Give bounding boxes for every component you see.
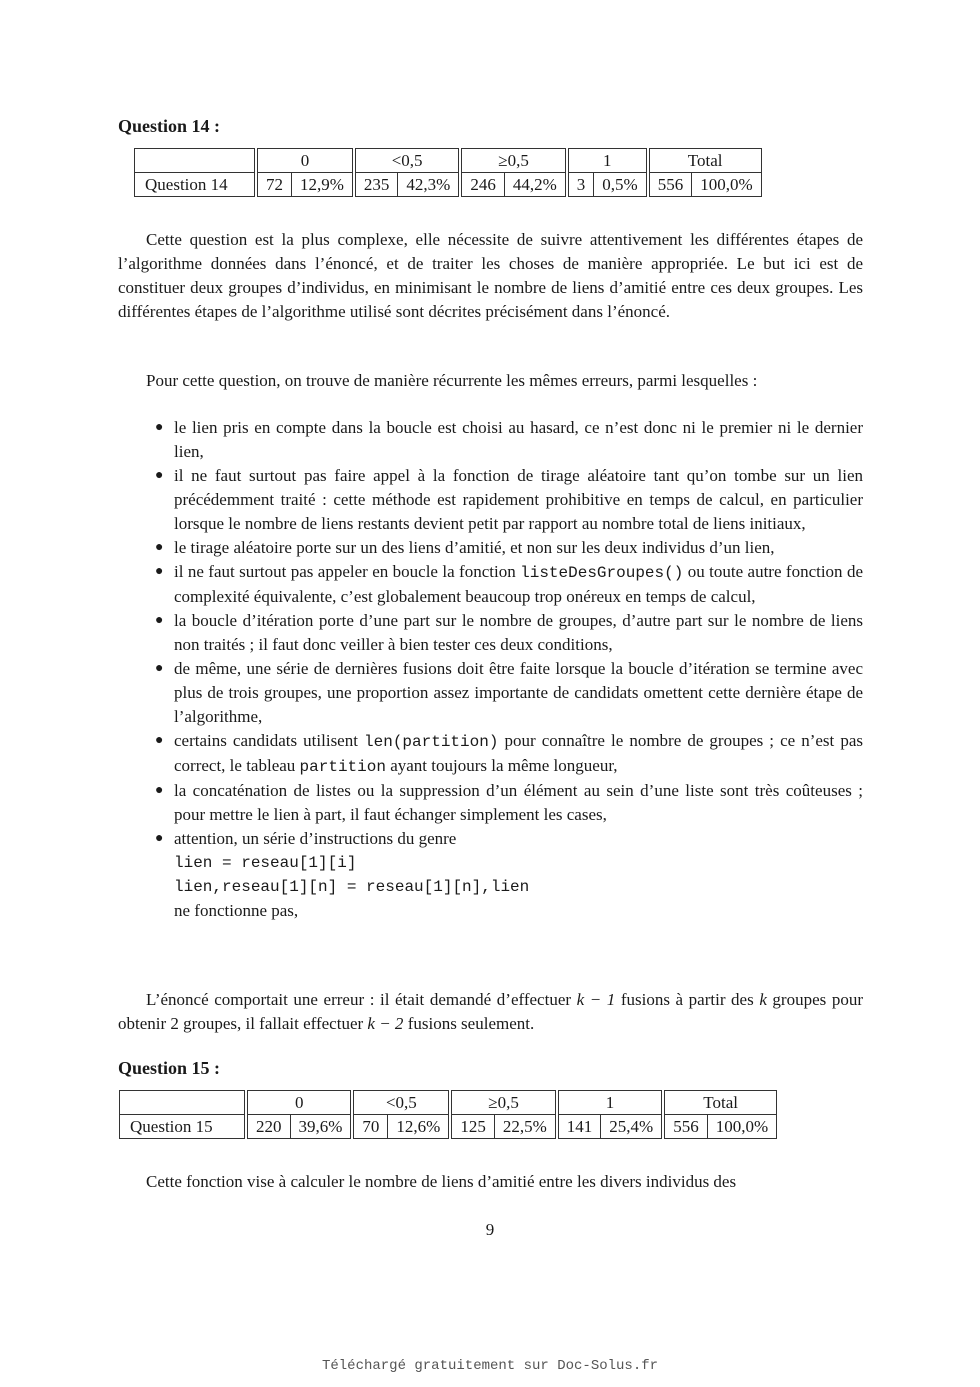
table-cell: 0,5% [594,173,648,197]
table-header-cell: Total [648,149,761,173]
question-15-paragraph-1: Cette fonction vise à calculer le nombre de liens d’amitié entre les divers individus des [146,1172,737,1191]
table-header-cell: ≥0,5 [450,1091,556,1115]
table-cell: 100,0% [692,173,761,197]
math-expression: k − 1 [576,990,616,1009]
table-header-empty [135,149,257,173]
table-cell: 39,6% [290,1115,352,1139]
table-header-cell: 0 [246,1091,352,1115]
code-line: lien,reseau[1][n] = reseau[1][n],lien [174,878,530,896]
question-14-paragraph-1: Cette question est la plus complexe, elle nécessite de suivre attentivement les différentes étapes de l’algorithme données dans l’énoncé, et de traiter les choses de manière appropriée. Le but ici est de constituer deux groupes d’individus, en minimisant le nombre de liens d’amitié entre ces deux groupes. Les différentes étapes de l’algorithme utilisé sont décrites précisément dans l’énoncé. [118,230,863,321]
list-item: ● certains candidats utilisent len(partition) pour connaître le nombre de groupes ; ce n’est pas correct, le tableau partition ayant toujours la même longueur, [155,731,863,776]
math-expression: k − 2 [367,1014,404,1033]
table-cell: 72 [256,173,292,197]
table-header-cell: 0 [256,149,354,173]
list-item: ● il ne faut surtout pas faire appel à la fonction de tirage aléatoire tant qu’on tombe sur un lien précédemment traité : cette méthode est rapidement prohibitive en temps de calcul, en particulier lorsque le nombre de liens restants devient petit par rapport au nombre total de liens initiaux, [155,466,863,533]
table-cell: 42,3% [398,173,460,197]
table-header-cell: Total [663,1091,776,1115]
table-cell: 12,6% [388,1115,450,1139]
math-expression: k [759,990,767,1009]
table-cell: 246 [460,173,504,197]
question-14-table [134,148,762,197]
table-cell: 141 [557,1115,601,1139]
table-header-cell: 1 [567,149,648,173]
table-row [120,1115,777,1139]
bullet-icon: ● [155,783,164,798]
bullet-icon: ● [155,420,164,435]
question-15-heading: Question 15 : [118,1058,221,1078]
bullet-icon: ● [155,540,164,555]
error-list [118,416,863,923]
page-number: 9 [485,1220,495,1239]
table-cell: 3 [567,173,594,197]
bullet-icon: ● [155,613,164,628]
table-row-label: Question 15 [120,1115,247,1139]
inline-code: listeDesGroupes() [520,564,684,582]
table-header-row [120,1091,777,1115]
table-cell: 22,5% [494,1115,556,1139]
bullet-icon: ● [155,733,164,748]
question-15-table [119,1090,777,1139]
code-block [118,851,863,923]
table-cell: 556 [648,173,692,197]
inline-code: len(partition) [364,733,499,751]
table-header-cell: <0,5 [352,1091,450,1115]
question-14-paragraph-3: L’énoncé comportait une erreur : il était demandé d’effectuer k − 1 fusions à partir des k groupes pour obtenir 2 groupes, il fallait effectuer k − 2 fusions seulement. [118,990,863,1033]
list-item: ● le tirage aléatoire porte sur un des liens d’amitié, et non sur les deux individus d’un lien, [118,536,863,560]
table-row [135,173,762,197]
table-cell: 12,9% [292,173,354,197]
table-header-cell: ≥0,5 [460,149,566,173]
table-header-cell: <0,5 [354,149,460,173]
bullet-icon: ● [155,468,164,483]
table-cell: 220 [246,1115,290,1139]
table-cell: 70 [352,1115,388,1139]
table-cell: 44,2% [504,173,566,197]
table-cell: 556 [663,1115,707,1139]
table-header-empty [120,1091,247,1115]
table-header-row [135,149,762,173]
list-item: ● de même, une série de dernières fusions doit être faite lorsque la boucle d’itération se termine avec plus de trois groupes, une proportion assez importante de candidats omettent cette dernière étape de l’algorithme, [155,659,863,726]
bullet-icon: ● [155,564,164,579]
question-14-heading: Question 14 : [118,116,221,136]
bullet-icon: ● [155,661,164,676]
list-item: ● la concaténation de listes ou la suppression d’un élément au sein d’une liste sont très coûteuses ; pour mettre le lien à part, il faut échanger simplement les cases, [155,781,863,824]
question-14-paragraph-2: Pour cette question, on trouve de manière récurrente les mêmes erreurs, parmi lesquelles : [146,371,758,390]
code-line: lien = reseau[1][i] [174,854,357,872]
table-cell: 100,0% [707,1115,776,1139]
table-cell: 235 [354,173,398,197]
list-item: ● il ne faut surtout pas appeler en boucle la fonction listeDesGroupes() ou toute autre fonction de complexité équivalente, c’est globalement beaucoup trop onéreux en temps de calcul, [155,562,864,606]
table-row-label: Question 14 [135,173,257,197]
list-item: ● attention, un série d’instructions du genre [118,827,863,851]
table-cell: 125 [450,1115,494,1139]
list-item: ● la boucle d’itération porte d’une part sur le nombre de groupes, d’autre part sur le nombre de liens non traités ; il faut donc veiller à bien tester ces deux conditions, [155,611,863,654]
list-item: ● le lien pris en compte dans la boucle est choisi au hasard, ce n’est donc ni le premier ni le dernier lien, [155,418,863,461]
table-header-cell: 1 [557,1091,663,1115]
code-after-text: ne fonctionne pas, [174,901,299,920]
bullet-icon: ● [155,831,164,846]
inline-code: partition [299,758,386,776]
footer-text: Téléchargé gratuitement sur Doc-Solus.fr [321,1358,659,1374]
table-cell: 25,4% [601,1115,663,1139]
